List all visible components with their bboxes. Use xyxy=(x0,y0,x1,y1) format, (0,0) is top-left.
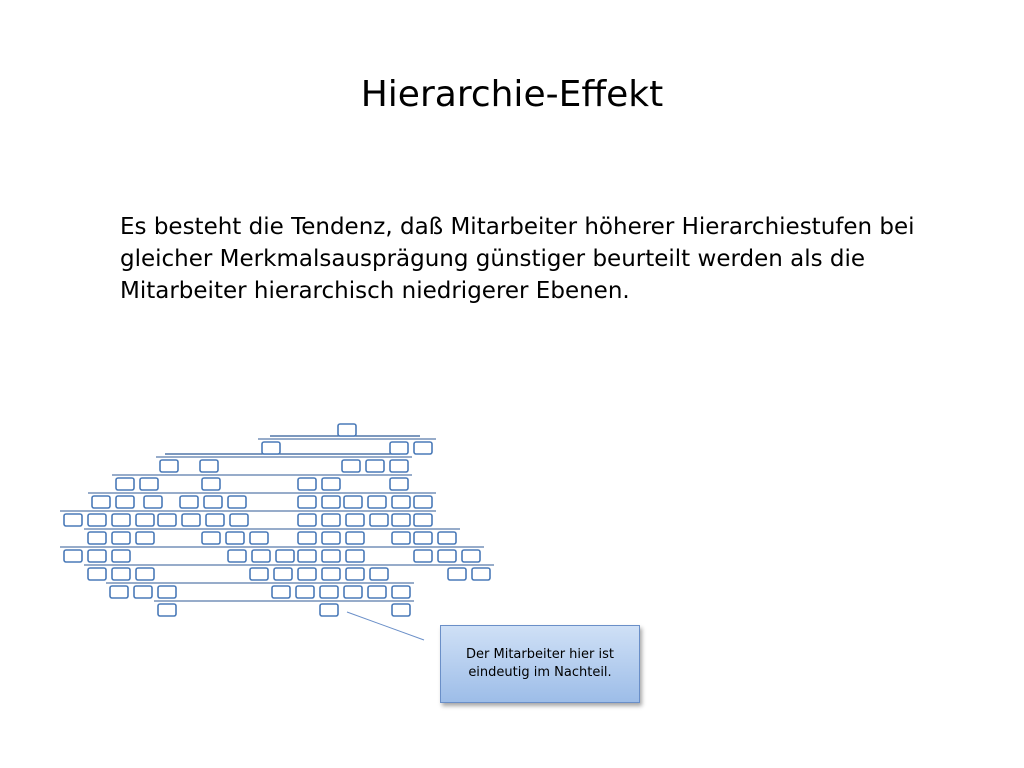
org-box xyxy=(262,442,280,454)
org-box xyxy=(390,478,408,490)
org-box xyxy=(182,514,200,526)
org-box xyxy=(230,514,248,526)
org-box xyxy=(296,586,314,598)
org-box xyxy=(158,604,176,616)
org-box xyxy=(448,568,466,580)
org-box xyxy=(344,496,362,508)
org-box xyxy=(368,496,386,508)
org-box xyxy=(390,460,408,472)
org-box xyxy=(202,532,220,544)
org-box xyxy=(438,550,456,562)
org-box xyxy=(320,586,338,598)
slide-body-text: Es besteht die Tendenz, daß Mitarbeiter höherer Hierarchiestufen bei gleicher Merkmalsausprägung günstiger beurteilt werden als die Mitarbeiter hierarchisch niedrigerer Ebenen. xyxy=(120,214,915,304)
org-box xyxy=(414,496,432,508)
org-box xyxy=(298,550,316,562)
org-box xyxy=(462,550,480,562)
org-box xyxy=(414,442,432,454)
org-box xyxy=(136,568,154,580)
org-box xyxy=(88,568,106,580)
org-box xyxy=(250,532,268,544)
org-box xyxy=(322,514,340,526)
org-box xyxy=(298,496,316,508)
org-box xyxy=(206,514,224,526)
org-box xyxy=(298,514,316,526)
org-box xyxy=(392,532,410,544)
org-box xyxy=(472,568,490,580)
org-box xyxy=(322,478,340,490)
org-box xyxy=(274,568,292,580)
org-box xyxy=(204,496,222,508)
org-box xyxy=(112,550,130,562)
org-box xyxy=(250,568,268,580)
org-box xyxy=(414,514,432,526)
org-box xyxy=(136,532,154,544)
org-box xyxy=(272,586,290,598)
org-box xyxy=(158,514,176,526)
org-box xyxy=(320,604,338,616)
org-box xyxy=(392,496,410,508)
org-box xyxy=(322,532,340,544)
org-box xyxy=(64,514,82,526)
org-box xyxy=(140,478,158,490)
org-box xyxy=(346,514,364,526)
org-box xyxy=(136,514,154,526)
org-box xyxy=(252,550,270,562)
org-box xyxy=(160,460,178,472)
org-box xyxy=(392,586,410,598)
org-box xyxy=(370,514,388,526)
org-box xyxy=(342,460,360,472)
org-box xyxy=(88,550,106,562)
org-box xyxy=(298,478,316,490)
org-chart-boxes xyxy=(64,424,490,616)
org-box xyxy=(276,550,294,562)
org-box xyxy=(322,568,340,580)
slide-title: Hierarchie-Effekt xyxy=(360,74,664,115)
org-box xyxy=(116,478,134,490)
org-box xyxy=(390,442,408,454)
org-box xyxy=(322,550,340,562)
org-box xyxy=(202,478,220,490)
org-box xyxy=(414,550,432,562)
callout-pointer-line xyxy=(347,612,424,640)
org-box xyxy=(322,496,340,508)
org-box xyxy=(366,460,384,472)
org-box xyxy=(346,568,364,580)
org-box xyxy=(112,568,130,580)
org-box xyxy=(64,550,82,562)
org-box xyxy=(370,568,388,580)
org-box xyxy=(180,496,198,508)
callout-box: Der Mitarbeiter hier ist eindeutig im Nachteil. xyxy=(440,625,640,703)
org-box xyxy=(88,514,106,526)
org-box xyxy=(226,532,244,544)
org-box xyxy=(338,424,356,436)
org-box xyxy=(88,532,106,544)
org-box xyxy=(116,496,134,508)
org-box xyxy=(392,514,410,526)
org-box xyxy=(112,532,130,544)
org-box xyxy=(346,532,364,544)
org-box xyxy=(298,568,316,580)
org-box xyxy=(200,460,218,472)
org-box xyxy=(228,496,246,508)
org-box xyxy=(392,604,410,616)
org-box xyxy=(92,496,110,508)
org-box xyxy=(346,550,364,562)
org-box xyxy=(438,532,456,544)
org-box xyxy=(112,514,130,526)
org-box xyxy=(134,586,152,598)
org-box xyxy=(158,586,176,598)
org-box xyxy=(144,496,162,508)
org-box xyxy=(298,532,316,544)
org-box xyxy=(344,586,362,598)
org-box xyxy=(228,550,246,562)
org-box xyxy=(110,586,128,598)
org-box xyxy=(368,586,386,598)
org-box xyxy=(414,532,432,544)
